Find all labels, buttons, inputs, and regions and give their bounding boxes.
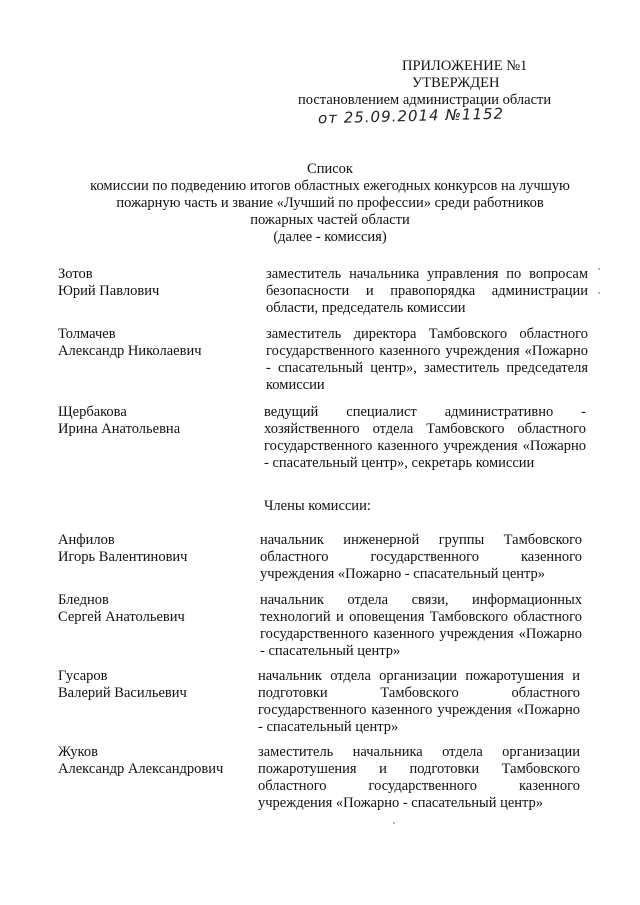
member-surname: Гусаров <box>58 668 108 684</box>
member-name <box>58 668 258 702</box>
member-surname: Толмачев <box>58 326 116 342</box>
member-name <box>58 744 258 778</box>
member-name <box>58 404 258 438</box>
member-given-name: Александр Александрович <box>58 761 224 777</box>
title-line-1: Список <box>307 161 353 177</box>
document-title <box>40 161 620 246</box>
members-heading: Члены комиссии: <box>264 498 371 514</box>
member-surname: Жуков <box>58 744 98 760</box>
member-given-name: Александр Николаевич <box>58 343 202 359</box>
member-name <box>58 532 258 566</box>
member-surname: Щербакова <box>58 404 127 420</box>
member-name <box>58 326 258 360</box>
member-surname: Зотов <box>58 266 93 282</box>
scan-speck <box>598 268 600 270</box>
appendix-number: ПРИЛОЖЕНИЕ №1 <box>402 58 528 74</box>
member-role: начальник отдела связи, информационных технологий и оповещения Тамбовского областного государственного казенного учреждения «Пожарно - спасательный центр» <box>260 592 582 659</box>
member-role: заместитель начальника управления по вопросам безопасности и правопорядка администрации области, председатель комиссии <box>266 266 588 316</box>
approved-label: УТВЕРЖДЕН <box>412 75 500 91</box>
member-given-name: Валерий Васильевич <box>58 685 187 701</box>
member-given-name: Сергей Анатольевич <box>58 609 185 625</box>
member-role: ведущий специалист административно - хозяйственного отдела Тамбовского областного государственного казенного учреждения «Пожарно - спасательный центр», секретарь комиссии <box>264 404 586 471</box>
member-role: начальник отдела организации пожаротушения и подготовки Тамбовского областного государственного казенного учреждения «Пожарно - спасательный центр» <box>258 668 580 735</box>
title-line-5: (далее - комиссия) <box>273 229 387 245</box>
title-line-2: комиссии по подведению итогов областных ежегодных конкурсов на лучшую <box>90 178 570 194</box>
member-role: заместитель директора Тамбовского областного государственного казенного учреждения «Пожарно - спасательный центр», заместитель председателя комиссии <box>266 326 588 393</box>
member-given-name: Игорь Валентинович <box>58 549 188 565</box>
handwritten-date-number: от 25.09.2014 №1152 <box>317 104 505 128</box>
member-surname: Бледнов <box>58 592 109 608</box>
member-given-name: Ирина Анатольевна <box>58 421 181 437</box>
scan-speck <box>598 292 600 294</box>
scan-speck <box>393 822 395 824</box>
title-line-4: пожарных частей области <box>250 212 410 228</box>
approved-by: постановлением администрации области <box>298 92 552 108</box>
member-role: заместитель начальника отдела организации пожаротушения и подготовки Тамбовского областного государственного казенного учреждения «Пожарно - спасательный центр» <box>258 744 580 811</box>
member-surname: Анфилов <box>58 532 115 548</box>
title-line-3: пожарную часть и звание «Лучший по профессии» среди работников <box>116 195 544 211</box>
member-given-name: Юрий Павлович <box>58 283 160 299</box>
member-name <box>58 592 258 626</box>
member-role: начальник инженерной группы Тамбовского областного государственного казенного учреждения «Пожарно - спасательный центр» <box>260 532 582 582</box>
member-name <box>58 266 258 300</box>
approval-stamp-block <box>298 58 568 109</box>
